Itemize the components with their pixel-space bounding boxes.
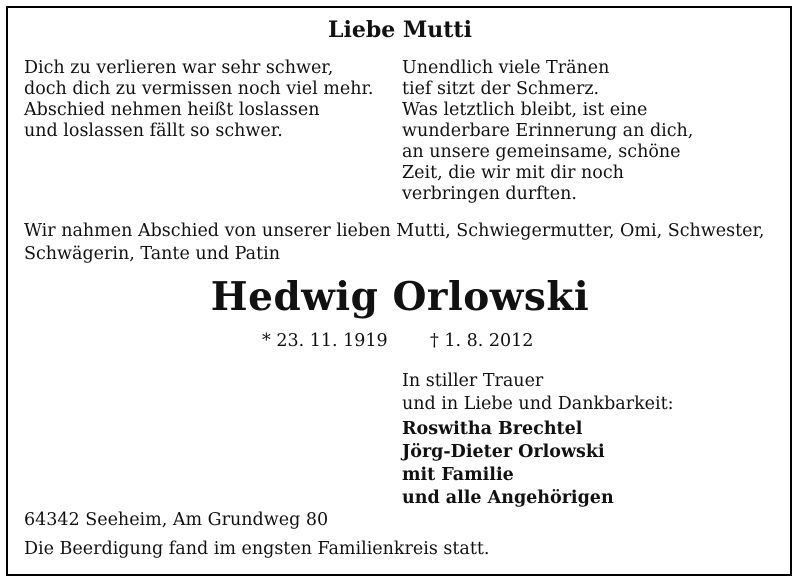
- poem-line: und loslassen fällt so schwer.: [24, 121, 283, 141]
- poem-line: doch dich zu vermissen noch viel mehr.: [24, 79, 374, 99]
- poem-left: [24, 58, 373, 142]
- poem-right: [402, 58, 693, 205]
- intro-line: Schwägerin, Tante und Patin: [24, 244, 280, 264]
- mourner-name: und alle Angehörigen: [402, 488, 614, 508]
- mourning-line: und in Liebe und Dankbarkeit:: [402, 394, 674, 414]
- address: 64342 Seeheim, Am Grundweg 80: [24, 510, 329, 530]
- poem-line: Zeit, die wir mit dir noch: [402, 163, 624, 183]
- notice-heading: Liebe Mutti: [328, 17, 472, 43]
- mourner-name: Roswitha Brechtel: [402, 419, 583, 439]
- poem-line: verbringen durften.: [402, 184, 577, 204]
- poem-line: Was letztlich bleibt, ist eine: [402, 100, 648, 120]
- death-date: † 1. 8. 2012: [430, 331, 534, 351]
- intro-line: Wir nahmen Abschied von unserer lieben Mutti, Schwiegermutter, Omi, Schwester,: [24, 221, 765, 241]
- deceased-name: Hedwig Orlowski: [210, 274, 590, 320]
- mourning-text: [402, 370, 674, 416]
- funeral-note: Die Beerdigung fand im engsten Familienkreis statt.: [24, 539, 490, 559]
- poem-line: tief sitzt der Schmerz.: [402, 79, 600, 99]
- poem-line: Abschied nehmen heißt loslassen: [24, 100, 320, 120]
- poem-line: Unendlich viele Tränen: [402, 58, 610, 78]
- farewell-intro: [24, 220, 784, 266]
- mourners-list: [402, 418, 614, 510]
- mourner-name: mit Familie: [402, 465, 514, 485]
- poem-line: wunderbare Erinnerung an dich,: [402, 121, 694, 141]
- poem-line: an unsere gemeinsame, schöne: [402, 142, 681, 162]
- birth-date: * 23. 11. 1919: [262, 331, 388, 351]
- mourning-line: In stiller Trauer: [402, 371, 544, 391]
- poem-line: Dich zu verlieren war sehr schwer,: [24, 58, 334, 78]
- mourner-name: Jörg-Dieter Orlowski: [402, 442, 605, 462]
